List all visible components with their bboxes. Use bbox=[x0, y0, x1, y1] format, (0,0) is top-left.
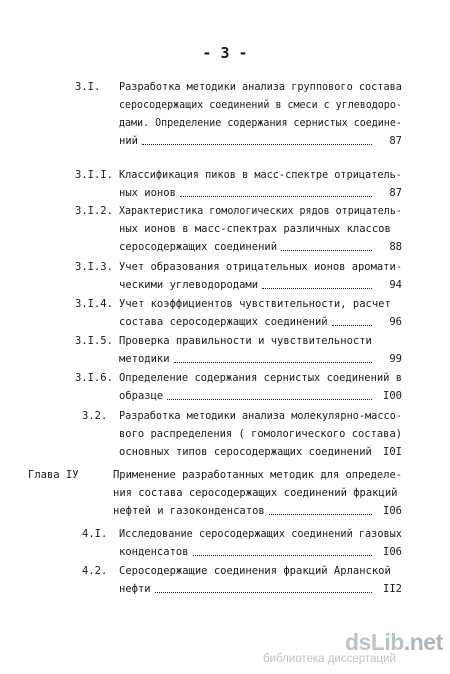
toc-entry-line: нефтей и газоконденсатов bbox=[113, 505, 265, 517]
watermark-logo bbox=[345, 629, 443, 656]
toc-entry-line: образце bbox=[119, 390, 164, 402]
watermark-logo-suffix: .net bbox=[403, 629, 443, 655]
toc-entry-number: 3.2. bbox=[82, 410, 108, 422]
toc-entry-number: 3.I. bbox=[75, 81, 101, 93]
toc-entry-page: II2 bbox=[383, 583, 402, 595]
toc-entry-line: дами. Определение содержания сернистых соедине- bbox=[119, 117, 402, 129]
toc-entry-page: 87 bbox=[389, 135, 402, 147]
toc-leader-dots bbox=[167, 398, 372, 400]
toc-entry bbox=[0, 525, 402, 561]
toc-entry-number: 4.I. bbox=[82, 528, 108, 540]
toc-entry-number: 3.I.6. bbox=[75, 372, 113, 384]
toc-entry-number: 3.I.3. bbox=[75, 261, 113, 273]
toc-entry-number: 4.2. bbox=[82, 565, 108, 577]
toc-entry-page: 88 bbox=[389, 241, 402, 253]
toc-entry bbox=[0, 466, 402, 520]
toc-entry-page: I0I bbox=[383, 446, 402, 458]
toc-entry-line: ний bbox=[119, 135, 138, 147]
toc-entry-line: Применение разработанных методик для определе- bbox=[113, 469, 403, 481]
toc-leader-dots bbox=[269, 513, 372, 515]
toc-entry bbox=[0, 258, 402, 294]
toc-entry-page: I06 bbox=[383, 546, 402, 558]
toc-entry-line: Проверка правильности и чувствительности bbox=[119, 335, 372, 347]
toc-entry-number: Глава IУ bbox=[28, 469, 79, 481]
toc-entry bbox=[0, 166, 402, 202]
toc-entry bbox=[0, 202, 402, 256]
toc-leader-dots bbox=[262, 287, 372, 289]
toc-entry-line: Разработка методики анализа молекулярно-массо- bbox=[119, 410, 402, 422]
toc-entry bbox=[0, 295, 402, 331]
toc-entry-line: состава серосодержащих соединений bbox=[119, 316, 328, 328]
toc-entry-number: 3.I.5. bbox=[75, 335, 113, 347]
toc-entry-line: ных ионов в масс-спектрах различных классов bbox=[119, 223, 391, 235]
toc-entry-line: Серосодержащие соединения фракций Арланской bbox=[119, 565, 391, 577]
toc-entry-line: методики bbox=[119, 353, 170, 365]
toc-leader-dots bbox=[193, 554, 372, 556]
toc-entry-line: серосодержащих соединений в смеси с углеводоро- bbox=[119, 99, 402, 111]
toc-entry-line: основных типов серосодержащих соединений bbox=[119, 446, 372, 458]
toc-leader-dots bbox=[155, 591, 372, 593]
toc-entry-page: I00 bbox=[383, 390, 402, 402]
toc-entry-number: 3.I.2. bbox=[75, 205, 113, 217]
toc-leader-dots bbox=[281, 249, 372, 251]
toc-entry-line: ных ионов bbox=[119, 187, 176, 199]
toc-entry bbox=[0, 562, 402, 598]
toc-entry-number: 3.I.4. bbox=[75, 298, 113, 310]
toc-entry-page: 87 bbox=[389, 187, 402, 199]
toc-entry bbox=[0, 407, 402, 461]
toc-entry-line: ческими углеводородами bbox=[119, 279, 259, 291]
toc-entry-line: серосодержащих соединений bbox=[119, 241, 278, 253]
toc-entry-line: Определение содержания сернистых соединений в bbox=[119, 372, 403, 384]
toc-entry-number: 3.I.I. bbox=[75, 169, 113, 181]
toc-entry-line: Учет образования отрицательных ионов аромати- bbox=[119, 261, 403, 273]
toc-entry-line: вого распределения ( гомологического состава) bbox=[119, 428, 403, 440]
toc-entry bbox=[0, 78, 402, 150]
toc-entry-line: Разработка методики анализа группового состава bbox=[119, 81, 402, 93]
watermark-subtitle: библиотека диссертаций bbox=[263, 653, 396, 665]
toc-leader-dots bbox=[142, 143, 372, 145]
toc-entry-line: Характеристика гомологических рядов отрицатель- bbox=[119, 205, 402, 217]
toc-entry-line: Классификация пиков в масс-спектре отрицатель- bbox=[119, 169, 402, 181]
page-number: - 3 - bbox=[202, 44, 248, 62]
toc-entry-line: ния состава серосодержащих соединений фракций bbox=[113, 487, 398, 499]
toc-entry-line: Исследование серосодержащих соединений газовых bbox=[119, 528, 402, 540]
toc-entry-page: 99 bbox=[389, 353, 402, 365]
toc-entry-page: 96 bbox=[389, 316, 402, 328]
toc-entry-line: нефти bbox=[119, 583, 151, 595]
toc-entry-page: I06 bbox=[383, 505, 402, 517]
toc-entry-page: 94 bbox=[389, 279, 402, 291]
toc-entry-line: Учет коэффициентов чувствительности, расчет bbox=[119, 298, 391, 310]
toc-leader-dots bbox=[174, 361, 372, 363]
watermark-logo-main: dsLib bbox=[345, 629, 404, 655]
toc-entry-line: конденсатов bbox=[119, 546, 189, 558]
toc-leader-dots bbox=[180, 195, 372, 197]
toc-entry bbox=[0, 369, 402, 405]
toc-entry bbox=[0, 332, 402, 368]
toc-leader-dots bbox=[332, 324, 372, 326]
